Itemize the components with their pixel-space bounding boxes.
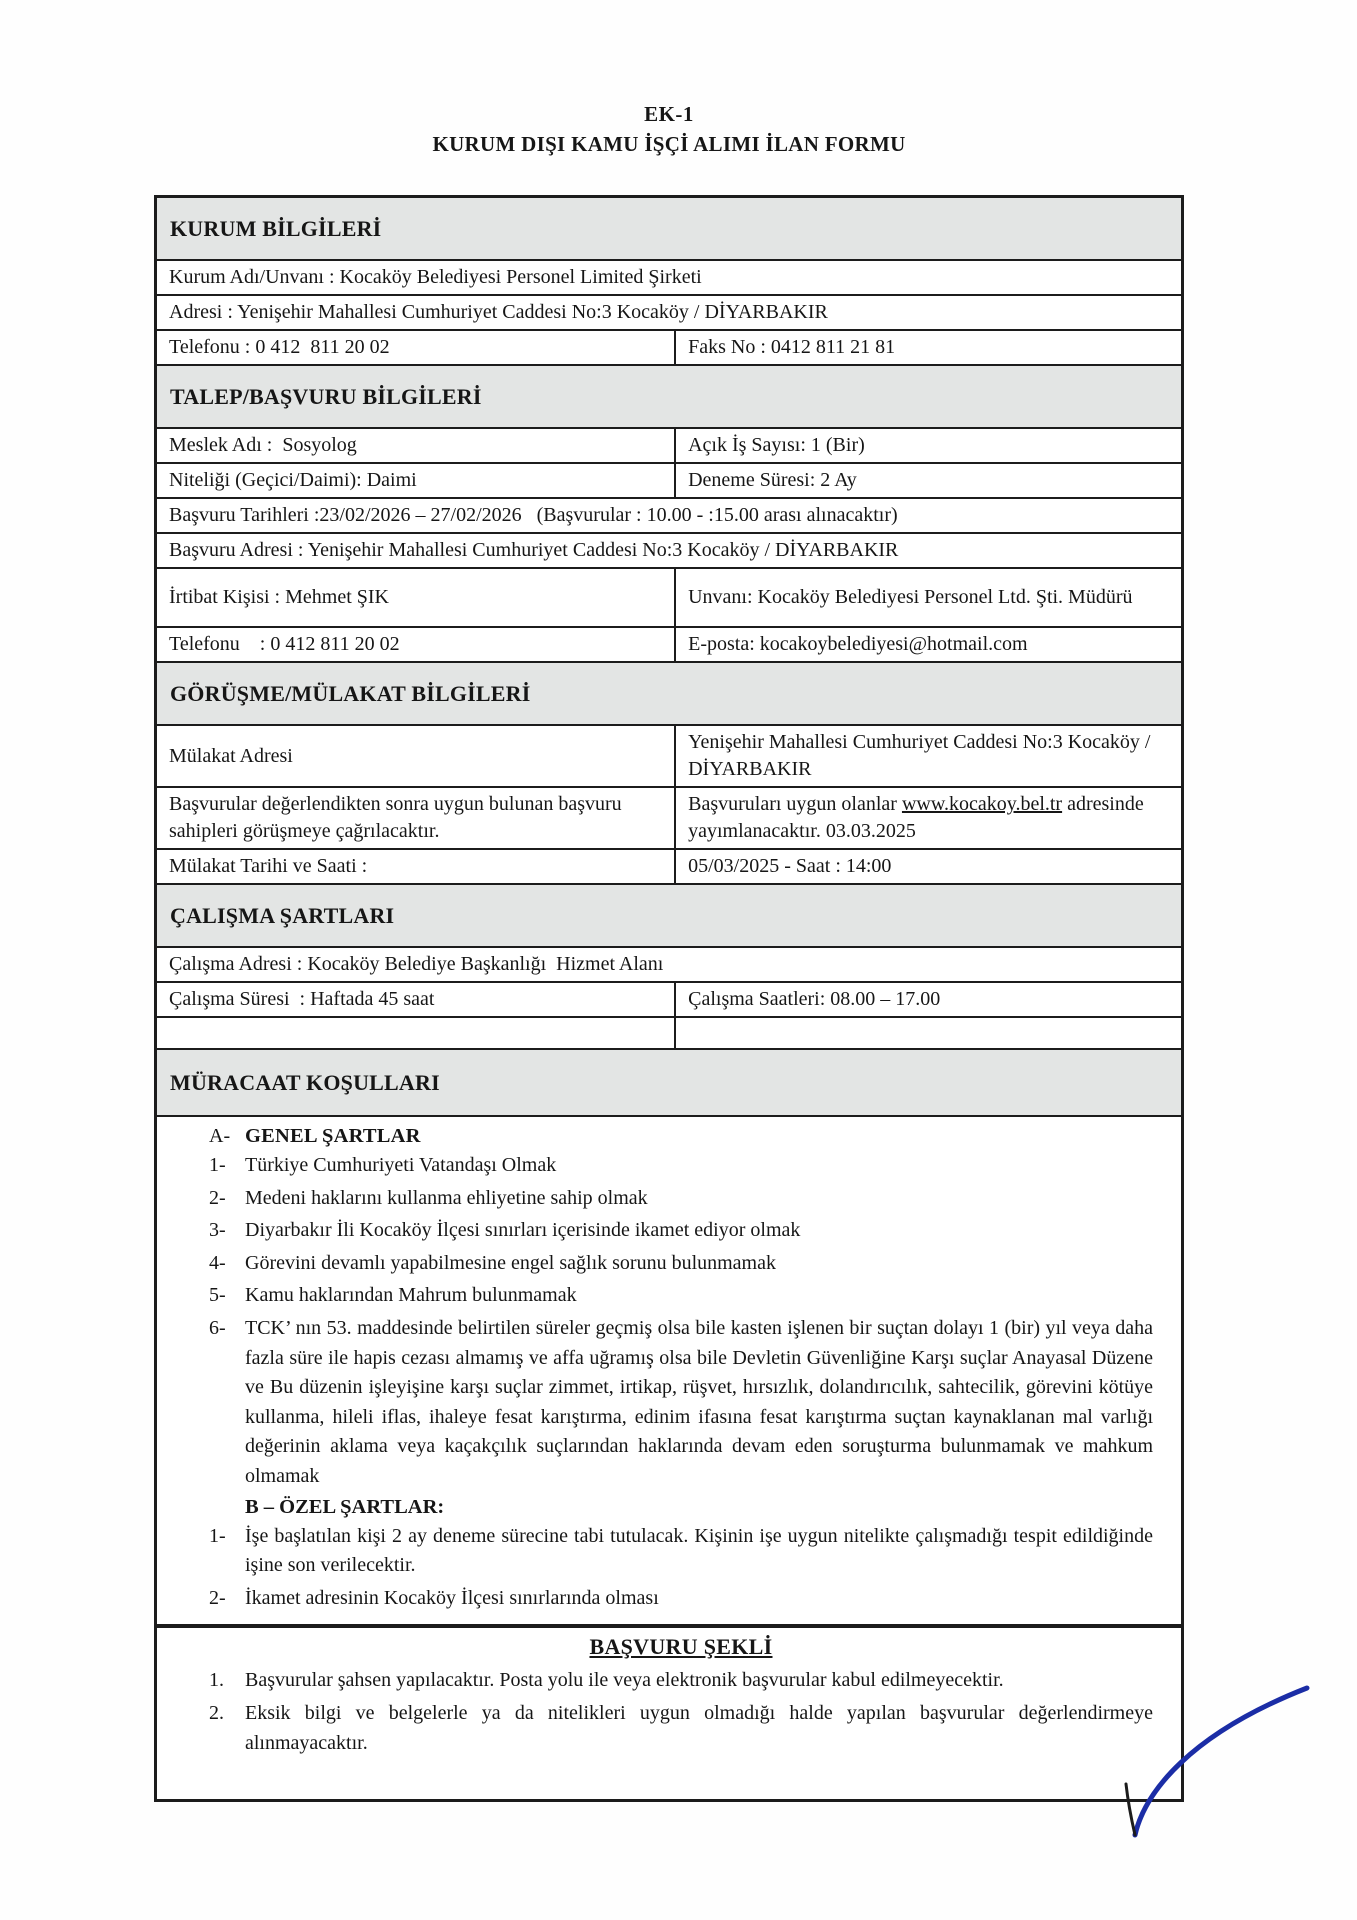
row-meslek-acikis [157, 429, 1181, 464]
item-number: 2. [209, 1701, 224, 1724]
form-table [154, 195, 1184, 1802]
item-text: Medeni haklarını kullanma ehliyetine sahip olmak [245, 1186, 648, 1209]
basvuru-sekli-heading [209, 1634, 1153, 1660]
basvuru-sekli-title: BAŞVURU ŞEKLİ [589, 1634, 773, 1660]
row-basvuru-sekli [157, 1626, 1181, 1799]
field-acik-is-sayisi: Açık İş Sayısı: 1 (Bir) [688, 434, 865, 456]
row-empty [157, 1018, 1181, 1050]
item-number: 5- [209, 1284, 226, 1307]
document-title-block [154, 102, 1184, 157]
section-title: MÜRACAAT KOŞULLARI [170, 1069, 440, 1095]
field-calisma-adresi: Çalışma Adresi : Kocaköy Belediye Başkanlığı Hizmet Alanı [169, 953, 664, 975]
field-niteligi: Niteliği (Geçici/Daimi): Daimi [169, 469, 417, 491]
blue-pen-checkmark-signature [1095, 1672, 1325, 1862]
item-number: 2- [209, 1586, 226, 1609]
item-text: İkamet adresinin Kocaköy İlçesi sınırlarında olması [245, 1586, 659, 1609]
field-irtibat-kisisi: İrtibat Kişisi : Mehmet ŞIK [169, 586, 389, 608]
item-text: Kamu haklarından Mahrum bulunmamak [245, 1284, 577, 1307]
item-text: TCK’ nın 53. maddesinde belirtilen süreler geçmiş olsa bile kasten işlenen bir suçtan dolayı 1 (bir) yıl veya daha fazla süre ile hapis cezası almamış ve affa uğramış olsa bile Devletin Güvenliğine Karşı suçlar Anayasal Düzene ve Bu düzenin işleyişine karşı suçlar zimmet, irtikap, rüşvet, hırsızlık, dolandırıcılık, sahtecilik, görevini kötüye kullanma, hileli iflas, ihaleye fesat karıştırma, edinim ifasına fesat karıştırma suçtan kaynaklanan mal varlığı değerinin aklama veya kaçakçılık suçlarından haklarında devam eden soruşturma bulunmamak ve mahkum olmamak [245, 1316, 1153, 1487]
field-gorusme-cagri: Başvurular değerlendikten sonra uygun bulunan başvuru sahipleri görüşmeye çağrılacaktır. [169, 793, 627, 842]
sonuc-text-suffix: adresinde yayımlanacaktır. 03.03.2025 [688, 793, 1149, 842]
list-item [209, 1666, 1153, 1696]
row-mulakat-adresi [157, 726, 1181, 788]
list-item [209, 1699, 1153, 1758]
field-calisma-saatleri: Çalışma Saatleri: 08.00 – 17.00 [688, 988, 941, 1010]
basvuru-sekli-content [157, 1626, 1181, 1799]
field-talep-telefonu: Telefonu : 0 412 811 20 02 [169, 633, 400, 655]
section-title: KURUM BİLGİLERİ [170, 215, 382, 241]
item-text: Başvurular şahsen yapılacaktır. Posta yolu ile veya elektronik başvurular kabul edilmeyecektir. [245, 1669, 1004, 1692]
website-link-text: www.kocakoy.bel.tr [901, 793, 1063, 815]
genel-sartlar-heading [209, 1125, 1153, 1148]
genel-sartlar-letter: A- [209, 1125, 231, 1147]
item-text: Görevini devamlı yapabilmesine engel sağlık sorunu bulunmamak [245, 1251, 776, 1274]
row-telefon-eposta [157, 628, 1181, 663]
row-kurum-adi [157, 261, 1181, 296]
section-header-gorusme-mulakat [157, 663, 1181, 726]
item-number: 1- [209, 1524, 226, 1547]
section-title: GÖRÜŞME/MÜLAKAT BİLGİLERİ [170, 680, 531, 706]
section-title: ÇALIŞMA ŞARTLARI [170, 902, 395, 928]
item-number: 4- [209, 1251, 226, 1274]
field-mulakat-tarihi-label: Mülakat Tarihi ve Saati : [169, 855, 368, 877]
section-title: TALEP/BAŞVURU BİLGİLERİ [170, 383, 482, 409]
field-kurum-adi-unvani: Kurum Adı/Unvanı : Kocaköy Belediyesi Personel Limited Şirketi [169, 266, 702, 288]
list-item [209, 1184, 1153, 1214]
field-eposta: E-posta: kocakoybelediyesi@hotmail.com [688, 633, 1028, 655]
row-calisma-adresi [157, 948, 1181, 983]
field-kurum-faks: Faks No : 0412 811 21 81 [688, 336, 896, 358]
row-calisma-suresi-saatleri [157, 983, 1181, 1018]
row-kurum-telefon-faks [157, 331, 1181, 366]
item-text: Diyarbakır İli Kocaköy İlçesi sınırları içerisinde ikamet ediyor olmak [245, 1219, 801, 1242]
field-kurum-telefonu: Telefonu : 0 412 811 20 02 [169, 336, 390, 358]
field-basvuru-tarihleri: Başvuru Tarihleri :23/02/2026 – 27/02/2026 (Başvurular : 10.00 - :15.00 arası alınacaktır) [169, 504, 898, 526]
field-kurum-adresi: Adresi : Yenişehir Mahallesi Cumhuriyet Caddesi No:3 Kocaköy / DİYARBAKIR [169, 301, 828, 323]
form-code: EK-1 [644, 102, 694, 126]
item-number: 1- [209, 1154, 226, 1176]
item-number: 1. [209, 1669, 224, 1692]
item-number: 6- [209, 1316, 226, 1339]
field-deneme-suresi: Deneme Süresi: 2 Ay [688, 469, 857, 491]
item-text: İşe başlatılan kişi 2 ay deneme sürecine tabi tutulacak. Kişinin işe uygun nitelikte çalışmadığı tespit edildiğinde işine son verilecektir. [245, 1524, 1153, 1577]
row-degerlendirme-sonuc [157, 788, 1181, 850]
list-item [209, 1314, 1153, 1492]
empty-cell [157, 1030, 179, 1036]
field-meslek-adi: Meslek Adı : Sosyolog [169, 434, 357, 456]
item-number: 3- [209, 1219, 226, 1242]
ozel-sartlar-heading: B – ÖZEL ŞARTLAR: [245, 1495, 445, 1518]
row-basvuru-tarihleri [157, 499, 1181, 534]
row-nitelik-deneme [157, 464, 1181, 499]
list-item [209, 1151, 1153, 1181]
row-irtibat-unvan [157, 569, 1181, 628]
genel-sartlar-title: GENEL ŞARTLAR [245, 1125, 421, 1147]
form-title: KURUM DIŞI KAMU İŞÇİ ALIMI İLAN FORMU [432, 132, 906, 156]
row-basvuru-adresi [157, 534, 1181, 569]
sonuc-text-prefix: Başvuruları uygun olanlar [688, 793, 902, 815]
list-item [209, 1281, 1153, 1311]
field-mulakat-tarihi-value: 05/03/2025 - Saat : 14:00 [688, 855, 892, 877]
field-mulakat-adresi-value: Yenişehir Mahallesi Cumhuriyet Caddesi No:3 Kocaköy / DİYARBAKIR [688, 731, 1156, 780]
item-number: 2- [209, 1186, 226, 1209]
item-text: Türkiye Cumhuriyeti Vatandaşı Olmak [245, 1154, 557, 1176]
section-header-muracaat-kosullari [157, 1050, 1181, 1117]
list-item [209, 1584, 1153, 1614]
field-mulakat-adresi-label: Mülakat Adresi [169, 744, 293, 767]
list-item [209, 1522, 1153, 1581]
row-kurum-adres [157, 296, 1181, 331]
row-mulakat-tarihi [157, 850, 1181, 885]
empty-cell [676, 1030, 698, 1036]
conditions-content [157, 1117, 1181, 1624]
field-calisma-suresi: Çalışma Süresi : Haftada 45 saat [169, 988, 435, 1010]
section-header-kurum-bilgileri [157, 198, 1181, 261]
section-header-calisma-sartlari [157, 885, 1181, 948]
list-item [209, 1216, 1153, 1246]
list-item [209, 1249, 1153, 1279]
field-basvuru-adresi: Başvuru Adresi : Yenişehir Mahallesi Cumhuriyet Caddesi No:3 Kocaköy / DİYARBAKIR [169, 539, 899, 561]
field-sonuc-duyurusu [676, 788, 1181, 848]
field-unvani: Unvanı: Kocaköy Belediyesi Personel Ltd. Şti. Müdürü [688, 586, 1133, 608]
row-conditions [157, 1117, 1181, 1626]
item-text: Eksik bilgi ve belgelerle ya da nitelikleri uygun olmadığı halde yapılan başvurular değerlendirmeye alınmayacaktır. [245, 1701, 1153, 1754]
section-header-talep-basvuru [157, 366, 1181, 429]
